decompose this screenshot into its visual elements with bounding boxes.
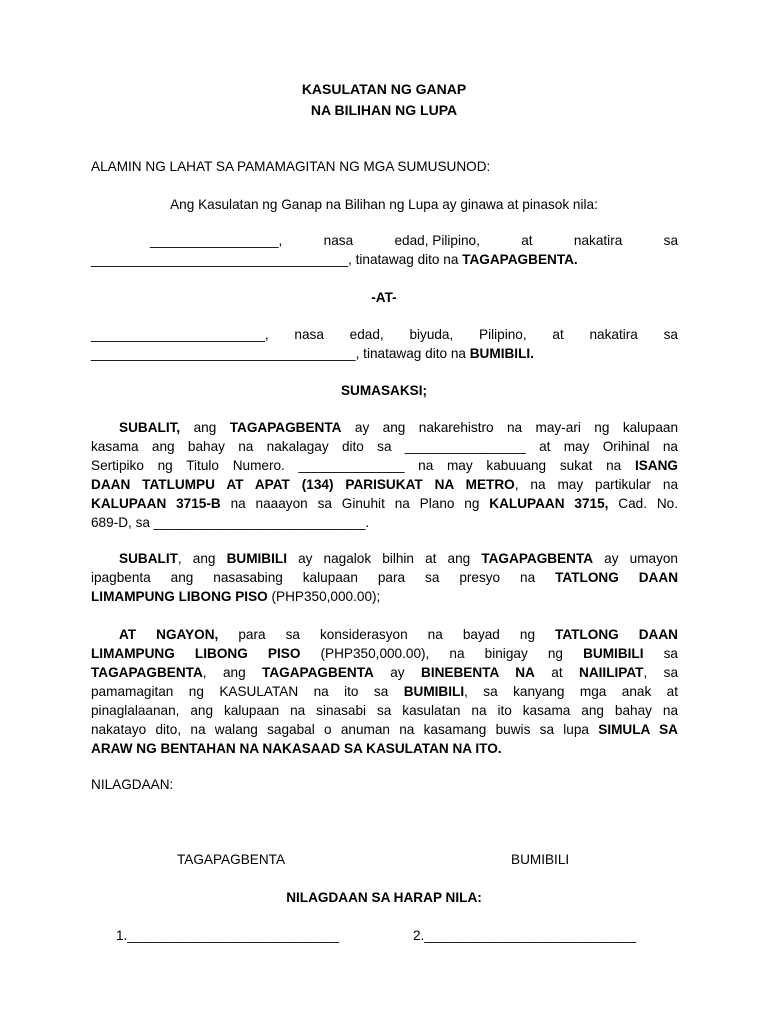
intro-heading: ALAMIN NG LAHAT SA PAMAMAGITAN NG MGA SUMUSUNOD: — [91, 159, 491, 174]
para3-line-3: TAGAPAGBENTA, ang TAGAPAGBENTA ay BINEBENTA NA at NAIILIPAT, sa — [91, 665, 678, 680]
buyer-word: edad, — [349, 327, 384, 342]
para3-line-6: nakatayo dito, na walang sagabal o anuman na kasamang buwis sa lupa SIMULA SA — [91, 722, 679, 737]
para3-line-4: pamamagitan ng KASULATAN na ito sa BUMIBILI, sa kanyang mga anak at — [91, 684, 679, 699]
seller-address-blank: __________________________________ — [91, 252, 349, 267]
witness-2-line: 2.____________________________ — [413, 928, 637, 943]
buyer-word: sa — [663, 327, 678, 342]
buyer-address-blank: ___________________________________ — [91, 346, 356, 361]
sumasaksi-heading: SUMASAKSI; — [340, 383, 428, 398]
para3-line-5: pinaglalaanan, ang kalupaan na sinasabi sa kasulatan na ito kasama ang bahay na — [91, 703, 678, 718]
buyer-name-blank: _______________________, — [91, 327, 269, 342]
buyer-word: at — [552, 327, 564, 342]
witness-1-line: 1.____________________________ — [116, 928, 340, 943]
nilagdaan-label: NILAGDAAN: — [91, 777, 174, 792]
para3-line-7: ARAW NG BENTAHAN NA NAKASAAD SA KASULATAN NA ITO. — [91, 741, 502, 756]
buyer-word: nakatira — [589, 327, 638, 342]
seller-signature-label: TAGAPAGBENTA — [177, 852, 286, 867]
seller-role: TAGAPAGBENTA. — [462, 252, 578, 267]
para2-line-1: SUBALIT, ang BUMIBILI ay nagalok bilhin at ang TAGAPAGBENTA ay umayon — [119, 551, 678, 566]
preamble-text: Ang Kasulatan ng Ganap na Bilihan ng Lupa ay ginawa at pinasok nila: — [170, 197, 598, 212]
seller-word: nasa — [323, 233, 354, 248]
witness-heading: NILAGDAAN SA HARAP NILA: — [286, 890, 482, 905]
para1-line-5: KALUPAAN 3715-B na naaayon sa Ginuhit na Plano ng KALUPAAN 3715, Cad. No. — [91, 496, 679, 511]
seller-tail: , tinatawag dito na — [348, 252, 463, 267]
buyer-signature-label: BUMIBILI — [511, 852, 570, 867]
seller-word: nakatira — [573, 233, 623, 248]
para1-line-3: Sertipiko ng Titulo Numero. ______________ na may kabuuang sukat na ISANG — [91, 458, 678, 473]
para3-line-1: AT NGAYON, para sa konsiderasyon na bayad ng TATLONG DAAN — [119, 627, 678, 642]
seller-line-2 — [91, 252, 578, 267]
buyer-line-1 — [91, 327, 678, 342]
buyer-word: nasa — [294, 327, 324, 342]
para1-line-2: kasama ang bahay na nakalagay dito sa ________________ at may Orihinal na — [91, 439, 678, 454]
para1-line-6: 689-D, sa ____________________________. — [91, 515, 370, 530]
seller-name-blank: _________________, — [150, 233, 283, 248]
document-title-line-1: KASULATAN NG GANAP — [301, 81, 467, 97]
seller-word: at — [521, 233, 533, 248]
seller-word: sa — [663, 233, 678, 248]
seller-word: edad, Pilipino, — [394, 233, 480, 248]
buyer-line-2 — [91, 346, 534, 361]
para2-line-2: ipagbenta ang nasasabing kalupaan para sa presyo na TATLONG DAAN — [91, 570, 679, 585]
para2-line-3: LIMAMPUNG LIBONG PISO (PHP350,000.00); — [91, 589, 381, 604]
buyer-word: Pilipino, — [479, 327, 527, 342]
para1-line-1: SUBALIT, ang TAGAPAGBENTA ay ang nakarehistro na may-ari ng kalupaan — [119, 420, 679, 435]
document-title-line-2: NA BILIHAN NG LUPA — [310, 102, 458, 118]
para3-line-2: LIMAMPUNG LIBONG PISO (PHP350,000.00), na binigay ng BUMIBILI sa — [91, 646, 678, 661]
buyer-word: biyuda, — [409, 327, 454, 342]
seller-line-1 — [150, 233, 678, 248]
at-separator: -AT- — [371, 290, 397, 305]
buyer-tail: , tinatawag dito na — [355, 346, 470, 361]
para1-line-4: DAAN TATLUMPU AT APAT (134) PARISUKAT NA METRO, na may partikular na — [91, 477, 678, 492]
buyer-role: BUMIBILI. — [469, 346, 534, 361]
